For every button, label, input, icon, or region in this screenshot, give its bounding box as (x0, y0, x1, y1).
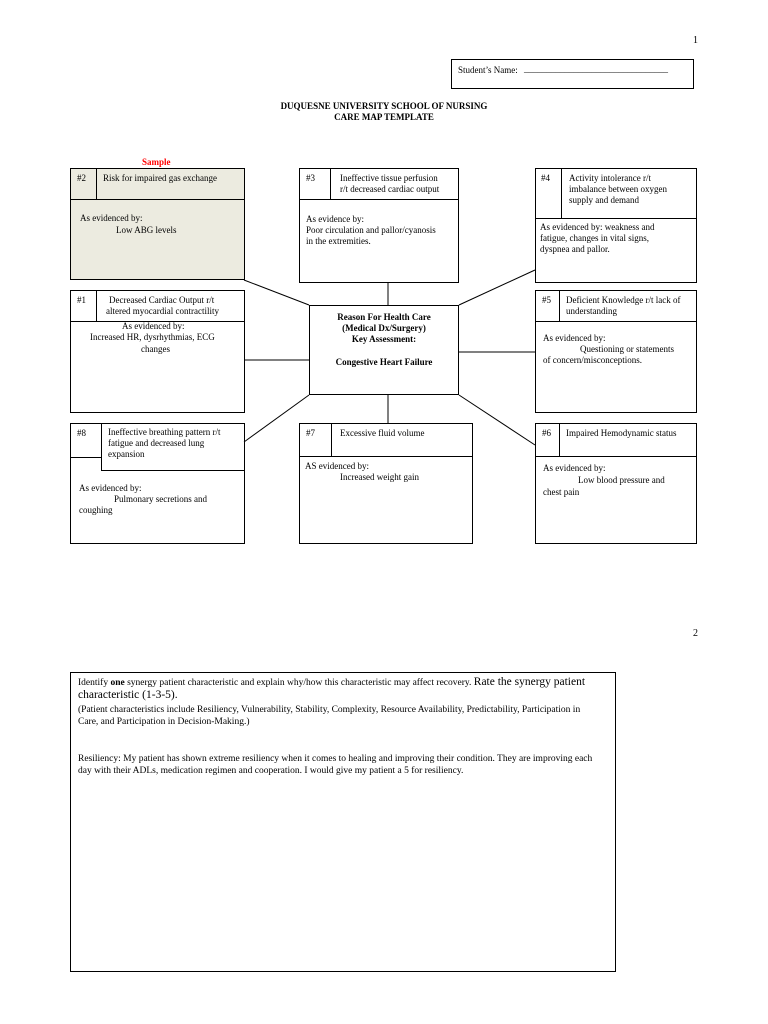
care-box-1-title-1: Decreased Cardiac Output r/t (109, 295, 215, 305)
care-box-2-evidence: Low ABG levels (116, 225, 177, 235)
student-name-label: Student’s Name: (458, 65, 518, 75)
care-box-2-num: #2 (77, 173, 86, 183)
care-box-1-evidence-2: changes (141, 344, 170, 354)
care-box-4-title-3: supply and demand (569, 195, 639, 205)
care-box-7-evidence-label: AS evidenced by: (305, 461, 369, 471)
synergy-prompt-rate: Rate the synergy patient characteristic (1-3-5). (78, 676, 586, 701)
care-box-5-title-2: understanding (566, 306, 617, 316)
care-box-3-title-2: r/t decreased cardiac output (340, 184, 440, 194)
care-box-5-evidence-1: Questioning or statements (580, 344, 674, 354)
center-diagnosis: Congestive Heart Failure (335, 357, 433, 367)
care-box-6-evidence-1: Low blood pressure and (578, 475, 665, 485)
care-box-3-title-1: Ineffective tissue perfusion (340, 173, 438, 183)
care-box-7-num: #7 (306, 428, 315, 438)
page-number: 1 (693, 35, 698, 46)
care-box-3-evidence-2: in the extremities. (306, 236, 371, 246)
school-title: DUQUESNE UNIVERSITY SCHOOL OF NURSING (280, 101, 488, 111)
care-box-4-num: #4 (541, 173, 550, 183)
care-box-1-evidence-label: As evidenced by: (122, 321, 185, 331)
care-box-8-title-1: Ineffective breathing pattern r/t (108, 427, 221, 437)
synergy-prompt (78, 676, 610, 702)
care-box-8-evidence-label: As evidenced by: (79, 483, 142, 493)
care-box-3-evidence-1: Poor circulation and pallor/cyanosis (306, 225, 436, 235)
sample-label: Sample (142, 157, 171, 167)
synergy-prompt-bold: one (110, 678, 125, 688)
care-box-1-num: #1 (77, 295, 86, 305)
care-box-1-evidence-1: Increased HR, dysrhythmias, ECG (90, 332, 215, 342)
care-box-5-num: #5 (542, 295, 551, 305)
care-box-4-evidence-1: As evidenced by: weakness and (540, 222, 655, 232)
synergy-prompt-rest: synergy patient characteristic and explain why/how this characteristic may affect recovery. (124, 678, 474, 688)
care-box-8-evidence-1: Pulmonary secretions and (114, 494, 207, 504)
synergy-answer[interactable]: Resiliency: My patient has shown extreme resiliency when it comes to healing and improving their condition. They are improving each day with their ADLs, medication regimen and cooperation. I would give my patient a 5 for resiliency. (78, 754, 593, 776)
care-box-6-title: Impaired Hemodynamic status (566, 428, 677, 438)
care-box-4-evidence-3: dyspnea and pallor. (540, 244, 610, 254)
care-box-5-evidence-label: As evidenced by: (543, 333, 606, 343)
care-box-2-title: Risk for impaired gas exchange (103, 173, 217, 183)
care-box-8-num-cell (70, 423, 102, 458)
center-line-1: Reason For Health Care (337, 312, 431, 322)
care-box-4-title-2: imbalance between oxygen (569, 184, 667, 194)
synergy-box (70, 672, 616, 972)
care-box-3-evidence-label: As evidence by: (306, 214, 364, 224)
care-box-7-title: Excessive fluid volume (340, 428, 425, 438)
care-box-4-title-1: Activity intolerance r/t (569, 173, 651, 183)
care-box-8-num: #8 (77, 428, 86, 438)
care-box-7-num-cell (299, 423, 332, 457)
care-box-6-num: #6 (542, 428, 551, 438)
student-name-field[interactable]: ________________________________ (524, 64, 668, 74)
template-title: CARE MAP TEMPLATE (334, 112, 434, 122)
care-box-7-evidence: Increased weight gain (340, 472, 419, 482)
center-line-3: Key Assessment: (351, 334, 417, 344)
care-box-1-title-2: altered myocardial contractility (106, 306, 219, 316)
care-box-5-evidence-2: of concern/misconceptions. (543, 355, 642, 365)
care-box-6-evidence-2: chest pain (543, 487, 580, 497)
care-box-8-title-3: expansion (108, 449, 145, 459)
care-box-8-evidence-2: coughing (79, 505, 113, 515)
page-number-2: 2 (693, 628, 698, 639)
synergy-prompt-start: Identify (78, 678, 111, 688)
care-box-5-title-1: Deficient Knowledge r/t lack of (566, 295, 681, 305)
care-box-3-num: #3 (306, 173, 315, 183)
care-box-8-title-2: fatigue and decreased lung (108, 438, 205, 448)
synergy-note: (Patient characteristics include Resiliency, Vulnerability, Stability, Complexity, Resource Availability, Predictability, Participation in Care, and Participation in Decision-Making.) (78, 705, 581, 727)
care-box-2-evidence-label: As evidenced by: (80, 213, 143, 223)
care-box-6-evidence-label: As evidenced by: (543, 463, 606, 473)
care-box-4-evidence-2: fatigue, changes in vital signs, (540, 233, 649, 243)
care-box-3-num-cell (299, 168, 331, 200)
center-line-2: (Medical Dx/Surgery) (342, 323, 426, 333)
